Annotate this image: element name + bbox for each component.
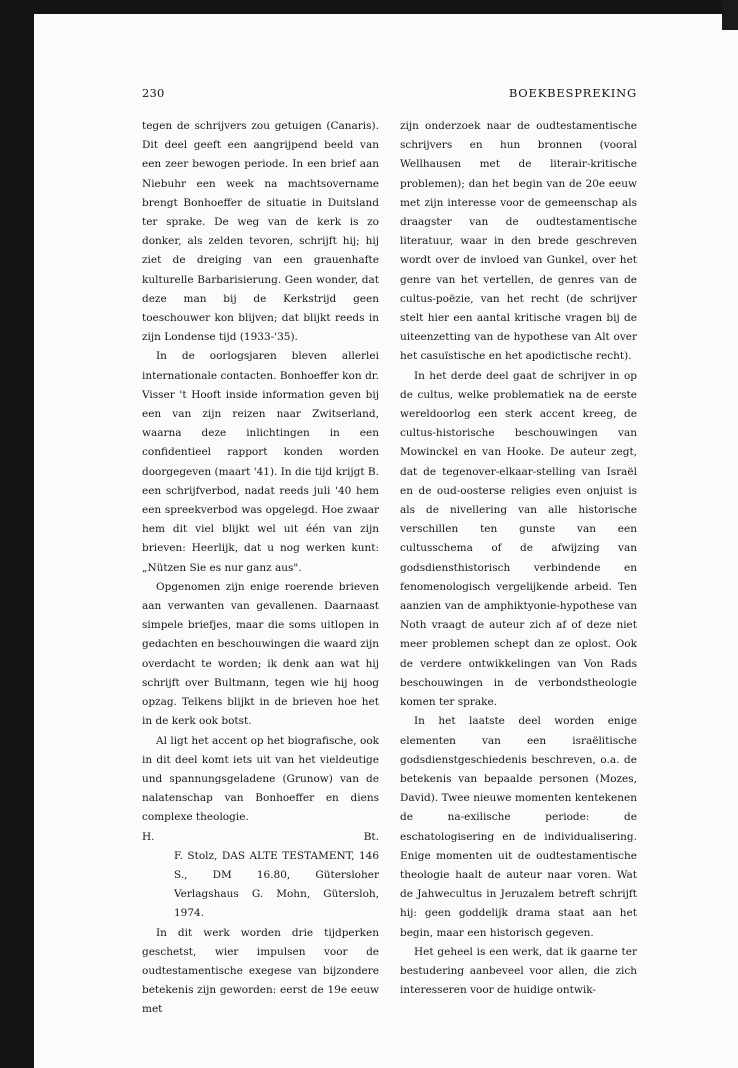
review-heading: F. Stolz, DAS ALTE TESTAMENT, 146 S., DM 16.80, Gütersloher Verlagshaus G. Mohn, Gütersloh, 1974. xyxy=(174,849,379,920)
signature-initials: Bt. xyxy=(363,830,379,843)
running-header xyxy=(142,86,637,106)
signature-initial: H. xyxy=(142,830,155,843)
paragraph: In het laatste deel worden enige elementen van een israëlitische godsdienstgeschiedenis beschreven, o.a. de betekenis van bepaalde personen (Mozes, David). Twee nieuwe momenten kentekenen de na-exilische periode: de eschatologisering en de individualisering. Enige momenten uit de oudtestamentische theologie haalt de auteur naar voren. Wat de Jahwecultus in Jeruzalem betreft schrijft hij: geen goddelijk drama staat aan het begin, maar een historisch gegeven. xyxy=(400,715,637,939)
paragraph: Al ligt het accent op het biografische, ook in dit deel komt iets uit van het vieldeutige und spannungsgeladene (Grunow) van de nalatenschap van Bonhoeffer en diens complexe theologie. xyxy=(142,734,379,824)
right-column xyxy=(400,117,637,1000)
review-signature xyxy=(142,828,379,847)
paragraph: In dit werk worden drie tijdperken geschetst, wier impulsen voor de oudtestamentische exegese van bijzondere betekenis zijn geworden: eerst de 19e eeuw met xyxy=(142,926,379,1016)
paragraph: tegen de schrijvers zou getuigen (Canaris). Dit deel geeft een aangrijpend beeld van een zeer bewogen periode. In een brief aan Niebuhr een week na machtsovername brengt Bonhoeffer de situatie in Duitsland ter sprake. De weg van de kerk is zo donker, als zelden tevoren, schrijft hij; hij ziet de dreiging van een grauenhafte kulturelle Barbarisierung. Geen wonder, dat deze man bij de Kerkstrijd geen toeschouwer kon blijven; dat blijkt reeds in zijn Londense tijd (1933-'35). xyxy=(142,120,379,344)
paragraph: In het derde deel gaat de schrijver in op de cultus, welke problematiek na de eerste wereldoorlog een sterk accent kreeg, de cultus-historische beschouwingen van Mowinckel en van Hooke. De auteur zegt, dat de tegenover-elkaar-stelling van Israël en de oud-oosterse religies even onjuist is als de nivellering van alle historische verschillen ten gunste van een cultusschema of de afwijzing van godsdiensthistorisch verbindende en fenomenologisch vergelijkende arbeid. Ten aanzien van de amphiktyonie-hypothese van Noth vraagt de auteur zich af of deze niet meer problemen schept dan ze oplost. Ook de verdere ontwikkelingen van Von Rads beschouwingen in de verbondstheologie komen ter sprake. xyxy=(400,369,637,709)
page-number: 230 xyxy=(142,86,165,100)
paragraph: In de oorlogsjaren bleven allerlei internationale contacten. Bonhoeffer kon dr. Visser 't Hooft inside information geven bij een van zijn reizen naar Zwitserland, waarna deze inlichtingen in een confidentieel rapport konden worden doorgegeven (maart '41). In die tijd krijgt B. een schrijfverbod, nadat reeds juli '40 hem een spreekverbod was opgelegd. Hoe zwaar hem dit viel blijkt wel uit één van zijn brieven: Heerlijk, dat u nog werken kunt: „Nützen Sie es nur ganz aus". xyxy=(142,350,379,574)
paragraph: zijn onderzoek naar de oudtestamentische schrijvers en hun bronnen (vooral Wellhausen met de literair-kritische problemen); dan het begin van de 20e eeuw met zijn interesse voor de gemeenschap als draagster van de oudtestamentische literatuur, waar in den brede geschreven wordt over de invloed van Gunkel, over het genre van het vertellen, de genres van de cultus-poëzie, van het recht (de schrijver stelt hier een aantal kritische vragen bij de uiteenzetting van de hypothese van Alt over het casuïstische en het apodictische recht). xyxy=(400,120,637,363)
section-title: BOEKBESPREKING xyxy=(508,86,637,100)
scan-border-corner xyxy=(722,0,738,30)
scan-border-left xyxy=(0,0,34,1068)
scan-border-top xyxy=(0,0,738,14)
paragraph: Opgenomen zijn enige roerende brieven aan verwanten van gevallenen. Daarnaast simpele briefjes, maar die soms uitlopen in gedachten en beschouwingen die waard zijn overdacht te worden; ik denk aan wat hij schrijft over Bultmann, tegen wie hij hoog opzag. Telkens blijkt in de brieven hoe het in de kerk ook botst. xyxy=(142,580,379,728)
paragraph: Het geheel is een werk, dat ik gaarne ter bestudering aanbeveel voor allen, die zich interesseren voor de huidige ontwik- xyxy=(400,945,637,997)
left-column xyxy=(142,117,379,1020)
